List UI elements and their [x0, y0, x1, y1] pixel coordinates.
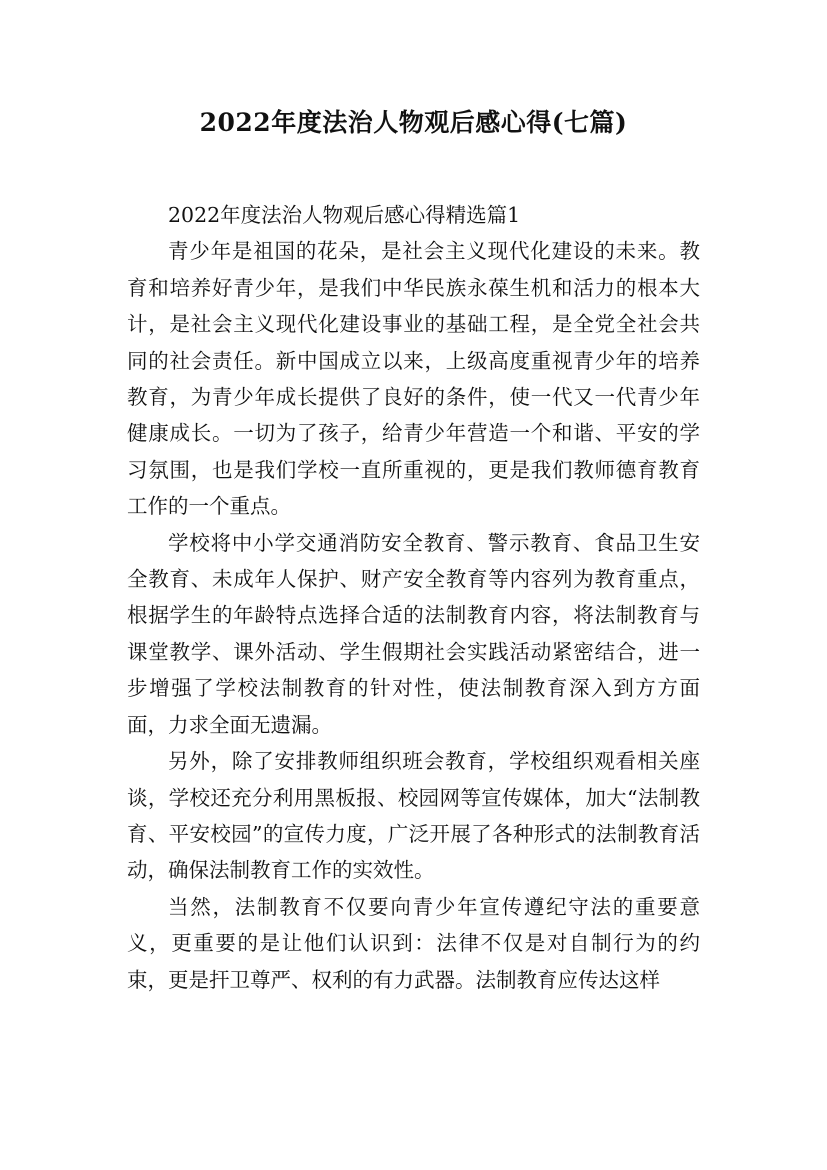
document-title: 2022年度法治人物观后感心得(七篇) — [199, 108, 628, 137]
paragraph-4: 当然，法制教育不仅要向青少年宣传遵纪守法的重要意义，更重要的是让他们认识到：法律不仅是对自制行为的约束，更是扞卫尊严、权利的有力武器。法制教育应传达这样 — [127, 894, 700, 992]
document-body — [127, 197, 700, 998]
paragraph-3: 另外，除了安排教师组织班会教育，学校组织观看相关座谈，学校还充分利用黑板报、校园网等宣传媒体，加大“法制教育、平安校园”的宣传力度，广泛开展了各种形式的法制教育活动，确保法制教育工作的实效性。 — [127, 749, 700, 883]
paragraph-2: 学校将中小学交通消防安全教育、警示教育、食品卫生安全教育、未成年人保护、财产安全教育等内容列为教育重点，根据学生的年龄特点选择合适的法制教育内容，将法制教育与课堂教学、课外活动、学生假期社会实践活动紧密结合，进一步增强了学校法制教育的针对性，使法制教育深入到方方面面，力求全面无遗漏。 — [127, 530, 700, 737]
section-heading: 2022年度法治人物观后感心得精选篇1 — [168, 203, 521, 227]
paragraph-1: 青少年是祖国的花朵，是社会主义现代化建设的未来。教育和培养好青少年，是我们中华民族永葆生机和活力的根本大计，是社会主义现代化建设事业的基础工程，是全党全社会共同的社会责任。新中国成立以来，上级高度重视青少年的培养教育，为青少年成长提供了良好的条件，使一代又一代青少年健康成长。一切为了孩子，给青少年营造一个和谐、平安的学习氛围，也是我们学校一直所重视的，更是我们教师德育教育工作的一个重点。 — [127, 239, 700, 519]
